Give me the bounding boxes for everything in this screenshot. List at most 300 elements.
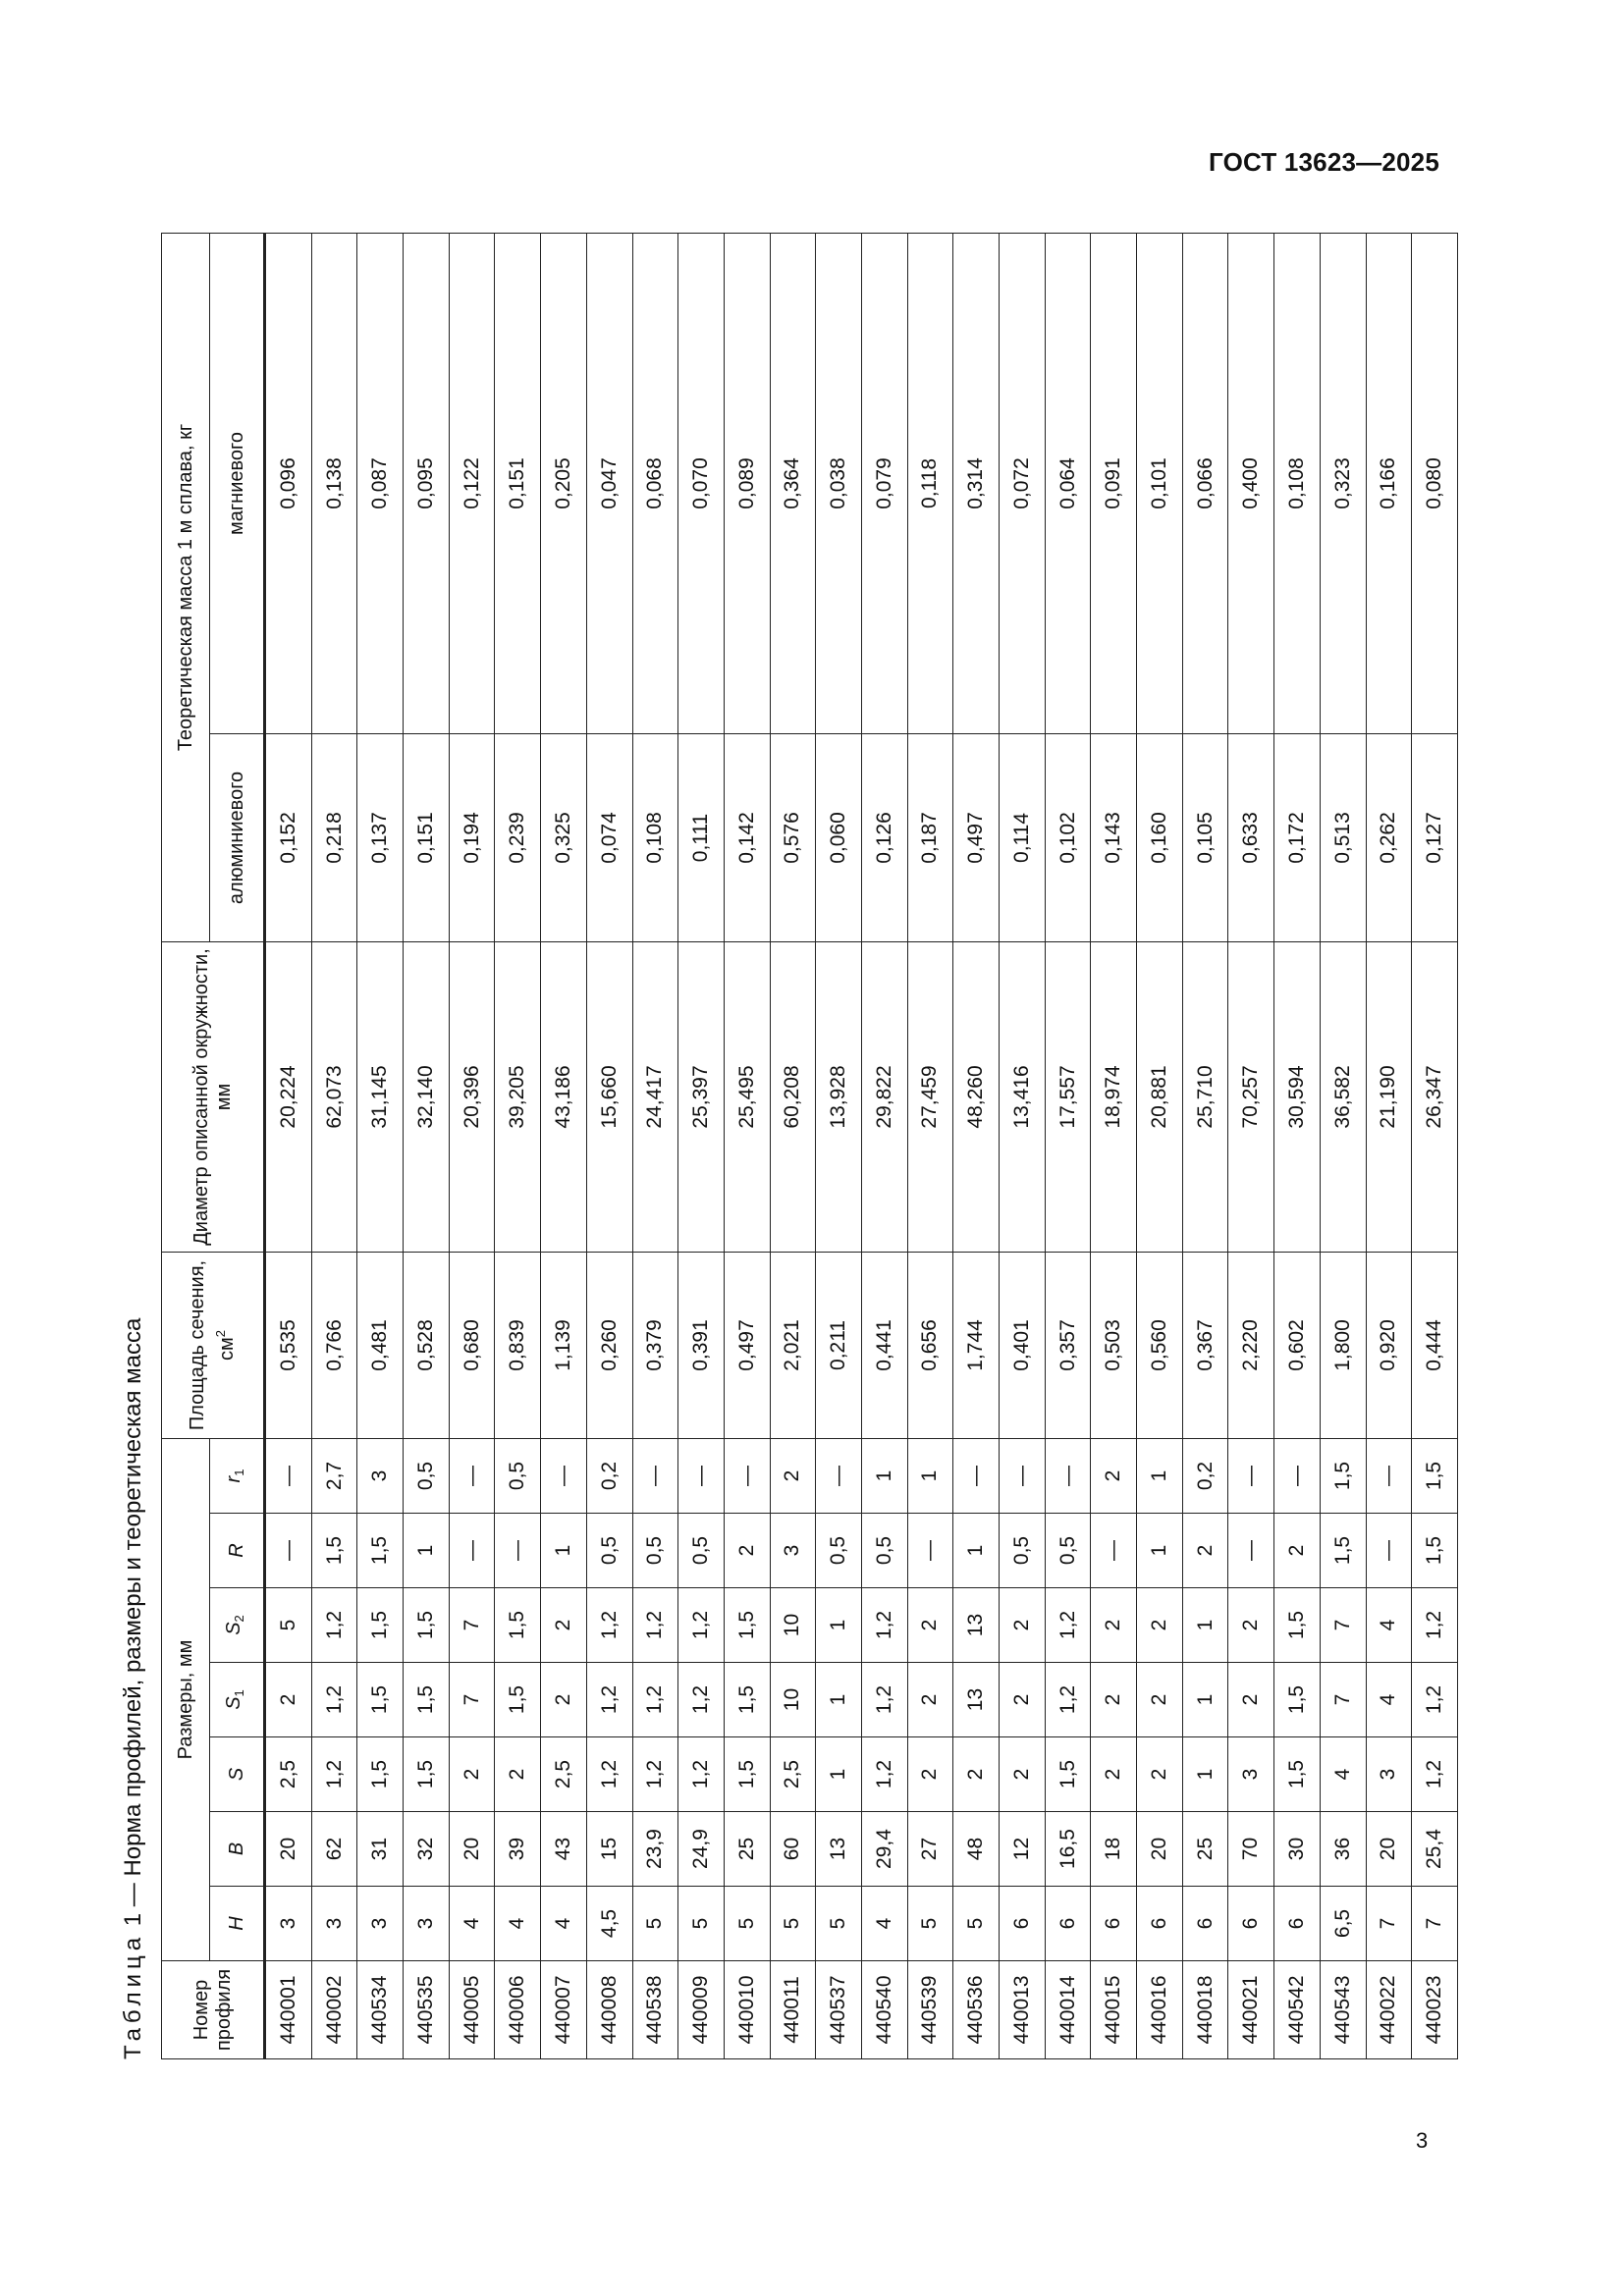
cell-r: 1,5: [357, 1514, 404, 1588]
standard-header: ГОСТ 13623—2025: [1209, 147, 1439, 177]
header-area-text: Площадь сечения, см: [187, 1259, 238, 1431]
cell-s: 1,5: [1274, 1737, 1321, 1812]
cell-h: 6: [1228, 1887, 1274, 1961]
caption-text: — Норма профилей, размеры и теоретическая масса: [120, 1317, 146, 1907]
cell-b: 20: [1366, 1812, 1412, 1887]
cell-r1: —: [1045, 1438, 1091, 1513]
cell-s2: 1,2: [678, 1588, 725, 1663]
cell-diameter: 48,260: [953, 941, 1000, 1252]
cell-diameter: 17,557: [1045, 941, 1091, 1252]
cell-s1: 2: [1228, 1663, 1274, 1737]
cell-b: 31: [357, 1812, 404, 1887]
cell-diameter: 25,495: [724, 941, 770, 1252]
header-s1: [210, 1663, 265, 1737]
cell-s: 1: [816, 1737, 862, 1812]
cell-r: 1: [541, 1514, 587, 1588]
cell-diameter: 60,208: [770, 941, 816, 1252]
caption-label: Таблица: [120, 1932, 146, 2059]
cell-diameter: 43,186: [541, 941, 587, 1252]
cell-s1: 1,2: [678, 1663, 725, 1737]
cell-s1: 2: [1091, 1663, 1137, 1737]
page-number: 3: [1416, 2128, 1429, 2153]
cell-r: 1,5: [1320, 1514, 1366, 1588]
cell-diameter: 13,928: [816, 941, 862, 1252]
cell-aluminum: 0,497: [953, 733, 1000, 941]
cell-diameter: 20,881: [1137, 941, 1183, 1252]
cell-r: 1,5: [1412, 1514, 1458, 1588]
cell-magnesium: 0,166: [1366, 233, 1412, 733]
table-row: [632, 233, 678, 2058]
cell-aluminum: 0,142: [724, 733, 770, 941]
cell-aluminum: 0,152: [265, 733, 312, 941]
cell-s: 1: [1182, 1737, 1228, 1812]
cell-h: 5: [816, 1887, 862, 1961]
header-area: [162, 1252, 265, 1438]
cell-diameter: 29,822: [861, 941, 907, 1252]
cell-diameter: 30,594: [1274, 941, 1321, 1252]
cell-diameter: 20,396: [449, 941, 495, 1252]
cell-profile-number: 440534: [357, 1961, 404, 2059]
cell-aluminum: 0,151: [404, 733, 450, 941]
cell-h: 4: [449, 1887, 495, 1961]
cell-s: 2,5: [770, 1737, 816, 1812]
cell-aluminum: 0,194: [449, 733, 495, 941]
cell-h: 5: [678, 1887, 725, 1961]
cell-b: 43: [541, 1812, 587, 1887]
cell-magnesium: 0,079: [861, 233, 907, 733]
cell-area: 0,391: [678, 1252, 725, 1438]
cell-b: 20: [449, 1812, 495, 1887]
cell-r: 0,5: [861, 1514, 907, 1588]
header-diameter: Диаметр описанной окружности, мм: [162, 941, 265, 1252]
cell-h: 4: [861, 1887, 907, 1961]
cell-magnesium: 0,205: [541, 233, 587, 733]
cell-b: 20: [265, 1812, 312, 1887]
cell-magnesium: 0,118: [907, 233, 953, 733]
cell-s: 2: [1091, 1737, 1137, 1812]
cell-s2: 1,2: [586, 1588, 632, 1663]
cell-s: 1,2: [678, 1737, 725, 1812]
header-r1-sub: 1: [232, 1468, 246, 1476]
cell-magnesium: 0,314: [953, 233, 1000, 733]
cell-profile-number: 440023: [1412, 1961, 1458, 2059]
cell-r: —: [495, 1514, 541, 1588]
table-row: [586, 233, 632, 2058]
cell-aluminum: 0,160: [1137, 733, 1183, 941]
cell-profile-number: 440010: [724, 1961, 770, 2059]
cell-profile-number: 440009: [678, 1961, 725, 2059]
cell-aluminum: 0,060: [816, 733, 862, 941]
cell-diameter: 21,190: [1366, 941, 1412, 1252]
cell-area: 0,839: [495, 1252, 541, 1438]
table-row: [541, 233, 587, 2058]
cell-r1: —: [449, 1438, 495, 1513]
table-row: [1412, 233, 1458, 2058]
cell-profile-number: 440016: [1137, 1961, 1183, 2059]
cell-b: 70: [1228, 1812, 1274, 1887]
cell-s2: 2: [1091, 1588, 1137, 1663]
cell-diameter: 32,140: [404, 941, 450, 1252]
header-aluminum: алюминиевого: [210, 733, 265, 941]
table-row: [357, 233, 404, 2058]
cell-magnesium: 0,089: [724, 233, 770, 733]
table-row: [311, 233, 357, 2058]
cell-aluminum: 0,262: [1366, 733, 1412, 941]
cell-magnesium: 0,087: [357, 233, 404, 733]
cell-r1: 1: [907, 1438, 953, 1513]
cell-h: 6: [1045, 1887, 1091, 1961]
cell-b: 25: [1182, 1812, 1228, 1887]
cell-s2: 1,2: [861, 1588, 907, 1663]
cell-b: 60: [770, 1812, 816, 1887]
cell-area: 0,656: [907, 1252, 953, 1438]
cell-s: 1,5: [357, 1737, 404, 1812]
cell-s1: 4: [1366, 1663, 1412, 1737]
cell-h: 6: [1091, 1887, 1137, 1961]
cell-profile-number: 440536: [953, 1961, 1000, 2059]
table-body: [265, 233, 1458, 2058]
cell-r: —: [1366, 1514, 1412, 1588]
table-row: [495, 233, 541, 2058]
cell-s1: 1,5: [724, 1663, 770, 1737]
cell-b: 32: [404, 1812, 450, 1887]
cell-s2: 10: [770, 1588, 816, 1663]
cell-s: 1,5: [404, 1737, 450, 1812]
cell-profile-number: 440001: [265, 1961, 312, 2059]
cell-s1: 1,2: [1045, 1663, 1091, 1737]
cell-r1: 3: [357, 1438, 404, 1513]
cell-profile-number: 440539: [907, 1961, 953, 2059]
cell-aluminum: 0,143: [1091, 733, 1137, 941]
cell-diameter: 26,347: [1412, 941, 1458, 1252]
table-row: [770, 233, 816, 2058]
cell-b: 36: [1320, 1812, 1366, 1887]
cell-s1: 1: [816, 1663, 862, 1737]
cell-b: 13: [816, 1812, 862, 1887]
cell-area: 0,528: [404, 1252, 450, 1438]
cell-s: 4: [1320, 1737, 1366, 1812]
cell-magnesium: 0,122: [449, 233, 495, 733]
cell-profile-number: 440006: [495, 1961, 541, 2059]
table-row: [1228, 233, 1274, 2058]
table-caption: [110, 1318, 157, 2059]
table-row: [1274, 233, 1321, 2058]
cell-r: 1: [1137, 1514, 1183, 1588]
cell-magnesium: 0,095: [404, 233, 450, 733]
cell-h: 4: [495, 1887, 541, 1961]
cell-h: 5: [770, 1887, 816, 1961]
cell-profile-number: 440543: [1320, 1961, 1366, 2059]
table-row: [404, 233, 450, 2058]
cell-aluminum: 0,102: [1045, 733, 1091, 941]
cell-area: 0,560: [1137, 1252, 1183, 1438]
cell-magnesium: 0,080: [1412, 233, 1458, 733]
cell-h: 6: [1000, 1887, 1046, 1961]
cell-s2: 1: [816, 1588, 862, 1663]
cell-r1: —: [265, 1438, 312, 1513]
cell-h: 5: [907, 1887, 953, 1961]
cell-h: 4,5: [586, 1887, 632, 1961]
cell-s: 2: [1000, 1737, 1046, 1812]
cell-aluminum: 0,114: [1000, 733, 1046, 941]
cell-profile-number: 440018: [1182, 1961, 1228, 2059]
cell-s1: 1,2: [632, 1663, 678, 1737]
cell-s2: 13: [953, 1588, 1000, 1663]
cell-s: 2: [1137, 1737, 1183, 1812]
cell-profile-number: 440537: [816, 1961, 862, 2059]
cell-s1: 1,5: [495, 1663, 541, 1737]
header-h: H: [210, 1887, 265, 1961]
cell-r: 0,5: [816, 1514, 862, 1588]
cell-aluminum: 0,105: [1182, 733, 1228, 941]
cell-s: 1,5: [724, 1737, 770, 1812]
header-mass: Теоретическая масса 1 м сплава, кг: [162, 233, 210, 941]
cell-profile-number: 440021: [1228, 1961, 1274, 2059]
cell-diameter: 18,974: [1091, 941, 1137, 1252]
cell-s1: 7: [449, 1663, 495, 1737]
header-profile-number: Номер профиля: [162, 1961, 265, 2059]
cell-r1: —: [541, 1438, 587, 1513]
cell-s2: 1,2: [1045, 1588, 1091, 1663]
cell-magnesium: 0,138: [311, 233, 357, 733]
cell-s2: 1,2: [632, 1588, 678, 1663]
cell-aluminum: 0,218: [311, 733, 357, 941]
cell-profile-number: 440540: [861, 1961, 907, 2059]
cell-s2: 1,5: [495, 1588, 541, 1663]
cell-b: 12: [1000, 1812, 1046, 1887]
cell-s2: 1,5: [357, 1588, 404, 1663]
cell-area: 0,497: [724, 1252, 770, 1438]
cell-s: 2: [449, 1737, 495, 1812]
table-row: [724, 233, 770, 2058]
cell-b: 27: [907, 1812, 953, 1887]
cell-r1: 1,5: [1320, 1438, 1366, 1513]
cell-diameter: 70,257: [1228, 941, 1274, 1252]
table-row: [1366, 233, 1412, 2058]
cell-s1: 1,5: [404, 1663, 450, 1737]
cell-s1: 13: [953, 1663, 1000, 1737]
cell-b: 29,4: [861, 1812, 907, 1887]
cell-b: 23,9: [632, 1812, 678, 1887]
header-r: R: [210, 1514, 265, 1588]
header-magnesium: магниевого: [210, 233, 265, 733]
cell-r: 0,5: [632, 1514, 678, 1588]
cell-diameter: 15,660: [586, 941, 632, 1252]
cell-profile-number: 440005: [449, 1961, 495, 2059]
cell-s1: 2: [1000, 1663, 1046, 1737]
cell-s2: 1,5: [1274, 1588, 1321, 1663]
cell-magnesium: 0,151: [495, 233, 541, 733]
cell-s1: 1,2: [861, 1663, 907, 1737]
cell-s2: 1,5: [724, 1588, 770, 1663]
cell-aluminum: 0,137: [357, 733, 404, 941]
cell-s1: 1: [1182, 1663, 1228, 1737]
cell-area: 0,535: [265, 1252, 312, 1438]
cell-profile-number: 440014: [1045, 1961, 1091, 2059]
cell-r: —: [265, 1514, 312, 1588]
cell-h: 3: [311, 1887, 357, 1961]
cell-area: 0,920: [1366, 1252, 1412, 1438]
cell-profile-number: 440008: [586, 1961, 632, 2059]
table-row: [1045, 233, 1091, 2058]
cell-s1: 1,2: [311, 1663, 357, 1737]
cell-r1: —: [1366, 1438, 1412, 1513]
cell-magnesium: 0,400: [1228, 233, 1274, 733]
cell-s2: 2: [1000, 1588, 1046, 1663]
cell-r1: 2: [1091, 1438, 1137, 1513]
cell-aluminum: 0,111: [678, 733, 725, 941]
cell-profile-number: 440022: [1366, 1961, 1412, 2059]
cell-profile-number: 440542: [1274, 1961, 1321, 2059]
cell-diameter: 27,459: [907, 941, 953, 1252]
header-r1: [210, 1438, 265, 1513]
cell-r: —: [1091, 1514, 1137, 1588]
cell-diameter: 13,416: [1000, 941, 1046, 1252]
cell-r: —: [449, 1514, 495, 1588]
cell-s2: 2: [907, 1588, 953, 1663]
cell-s1: 7: [1320, 1663, 1366, 1737]
cell-area: 0,444: [1412, 1252, 1458, 1438]
cell-magnesium: 0,068: [632, 233, 678, 733]
cell-magnesium: 0,096: [265, 233, 312, 733]
header-b: B: [210, 1812, 265, 1887]
cell-h: 5: [724, 1887, 770, 1961]
cell-magnesium: 0,047: [586, 233, 632, 733]
cell-r1: 1: [861, 1438, 907, 1513]
cell-s1: 2: [1137, 1663, 1183, 1737]
cell-diameter: 25,710: [1182, 941, 1228, 1252]
cell-r: 1,5: [311, 1514, 357, 1588]
cell-s2: 7: [449, 1588, 495, 1663]
header-r1-letter: r: [223, 1475, 244, 1483]
cell-s: 1,2: [632, 1737, 678, 1812]
cell-b: 25: [724, 1812, 770, 1887]
cell-s1: 1,2: [586, 1663, 632, 1737]
cell-r: 0,5: [678, 1514, 725, 1588]
cell-aluminum: 0,074: [586, 733, 632, 941]
cell-aluminum: 0,325: [541, 733, 587, 941]
cell-s2: 5: [265, 1588, 312, 1663]
cell-s: 2: [907, 1737, 953, 1812]
cell-diameter: 62,073: [311, 941, 357, 1252]
cell-r: —: [907, 1514, 953, 1588]
cell-s: 1,5: [1045, 1737, 1091, 1812]
cell-profile-number: 440538: [632, 1961, 678, 2059]
cell-area: 0,211: [816, 1252, 862, 1438]
cell-aluminum: 0,239: [495, 733, 541, 941]
cell-s1: 2: [907, 1663, 953, 1737]
cell-b: 24,9: [678, 1812, 725, 1887]
cell-s2: 2: [1228, 1588, 1274, 1663]
header-s2: [210, 1588, 265, 1663]
table-row: [265, 233, 312, 2058]
cell-magnesium: 0,108: [1274, 233, 1321, 733]
cell-s2: 1: [1182, 1588, 1228, 1663]
cell-h: 6: [1182, 1887, 1228, 1961]
cell-r: 1: [404, 1514, 450, 1588]
header-s: S: [210, 1737, 265, 1812]
cell-area: 0,401: [1000, 1252, 1046, 1438]
cell-aluminum: 0,126: [861, 733, 907, 941]
table-row: [816, 233, 862, 2058]
cell-r1: 0,2: [1182, 1438, 1228, 1513]
cell-h: 3: [357, 1887, 404, 1961]
header-s1-letter: S: [223, 1696, 244, 1710]
cell-s2: 4: [1366, 1588, 1412, 1663]
cell-r: 3: [770, 1514, 816, 1588]
cell-h: 4: [541, 1887, 587, 1961]
cell-diameter: 39,205: [495, 941, 541, 1252]
cell-r: 2: [1274, 1514, 1321, 1588]
cell-r: —: [1228, 1514, 1274, 1588]
cell-r1: —: [1228, 1438, 1274, 1513]
cell-h: 3: [404, 1887, 450, 1961]
cell-b: 16,5: [1045, 1812, 1091, 1887]
cell-magnesium: 0,038: [816, 233, 862, 733]
cell-h: 5: [632, 1887, 678, 1961]
cell-s: 3: [1228, 1737, 1274, 1812]
cell-profile-number: 440007: [541, 1961, 587, 2059]
cell-area: 1,744: [953, 1252, 1000, 1438]
table-row: [1182, 233, 1228, 2058]
caption-number: 1: [120, 1912, 146, 1927]
cell-r1: 0,5: [404, 1438, 450, 1513]
cell-area: 0,766: [311, 1252, 357, 1438]
cell-b: 18: [1091, 1812, 1137, 1887]
cell-profile-number: 440002: [311, 1961, 357, 2059]
header-s2-letter: S: [223, 1622, 244, 1635]
cell-s: 1,2: [1412, 1737, 1458, 1812]
cell-r1: —: [678, 1438, 725, 1513]
cell-b: 25,4: [1412, 1812, 1458, 1887]
cell-s1: 10: [770, 1663, 816, 1737]
cell-r: 0,5: [1045, 1514, 1091, 1588]
table-row: [1320, 233, 1366, 2058]
cell-r1: —: [953, 1438, 1000, 1513]
cell-diameter: 24,417: [632, 941, 678, 1252]
header-s1-sub: 1: [232, 1689, 246, 1697]
cell-h: 5: [953, 1887, 1000, 1961]
cell-area: 0,602: [1274, 1252, 1321, 1438]
header-dimensions: Размеры, мм: [162, 1438, 210, 1960]
cell-s2: 7: [1320, 1588, 1366, 1663]
cell-s: 1,2: [311, 1737, 357, 1812]
cell-r1: —: [1000, 1438, 1046, 1513]
cell-r1: —: [1274, 1438, 1321, 1513]
cell-h: 6: [1137, 1887, 1183, 1961]
cell-area: 0,441: [861, 1252, 907, 1438]
cell-s: 2: [495, 1737, 541, 1812]
cell-s2: 2: [1137, 1588, 1183, 1663]
table-row: [449, 233, 495, 2058]
cell-magnesium: 0,091: [1091, 233, 1137, 733]
cell-area: 1,139: [541, 1252, 587, 1438]
table-row: [907, 233, 953, 2058]
cell-area: 1,800: [1320, 1252, 1366, 1438]
cell-area: 0,503: [1091, 1252, 1137, 1438]
cell-h: 3: [265, 1887, 312, 1961]
cell-diameter: 31,145: [357, 941, 404, 1252]
cell-magnesium: 0,323: [1320, 233, 1366, 733]
cell-h: 6,5: [1320, 1887, 1366, 1961]
cell-b: 20: [1137, 1812, 1183, 1887]
cell-b: 48: [953, 1812, 1000, 1887]
cell-s1: 1,2: [1412, 1663, 1458, 1737]
cell-r1: 2,7: [311, 1438, 357, 1513]
cell-area: 0,379: [632, 1252, 678, 1438]
cell-magnesium: 0,364: [770, 233, 816, 733]
cell-s: 2: [953, 1737, 1000, 1812]
